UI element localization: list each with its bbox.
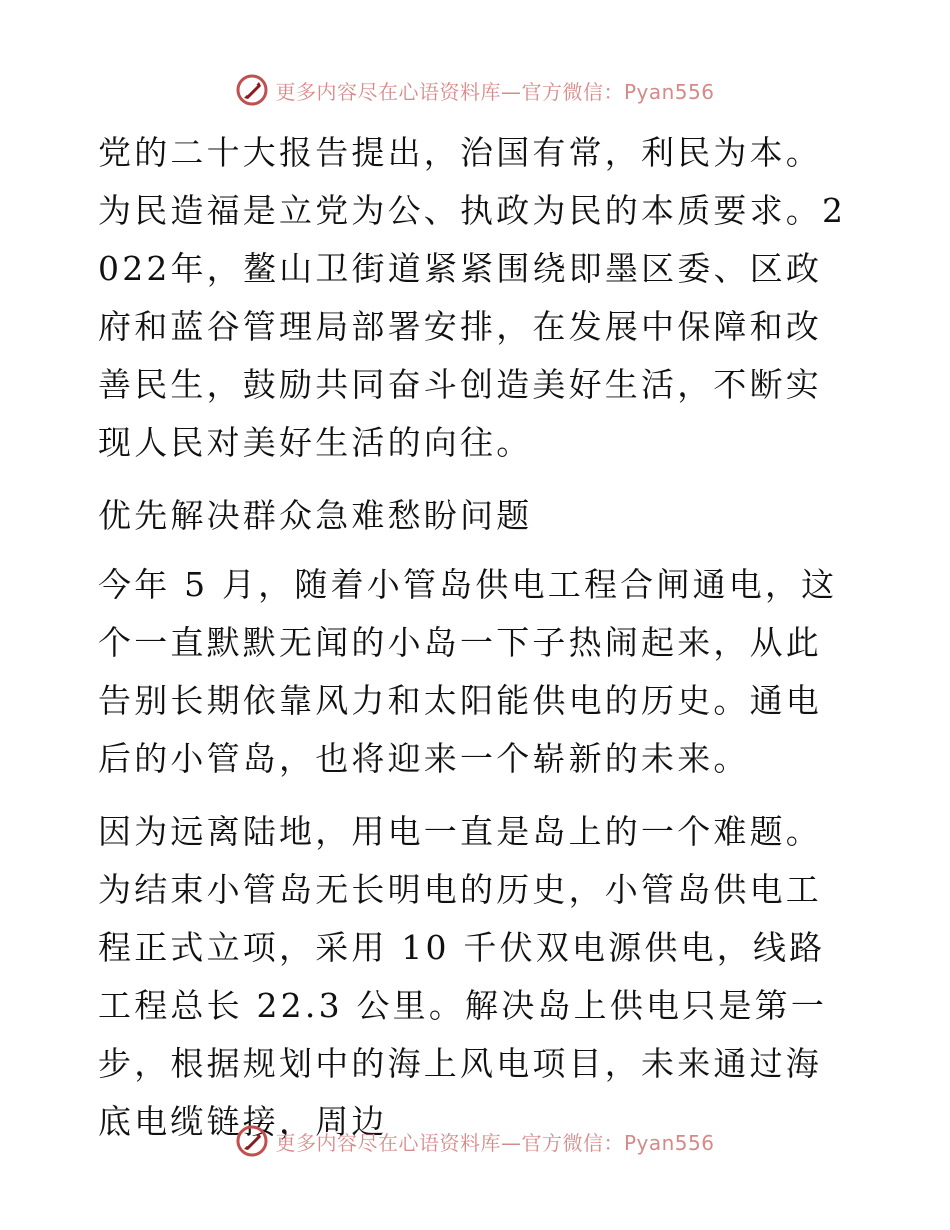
watermark-text: 更多内容尽在心语资料库—官方微信：Pyan556	[275, 1130, 715, 1155]
watermark-text: 更多内容尽在心语资料库—官方微信：Pyan556	[275, 79, 715, 104]
section-heading: 优先解决群众急难愁盼问题	[98, 496, 533, 535]
feather-logo-icon	[235, 73, 269, 107]
paragraph-intro: 党的二十大报告提出，治国有常，利民为本。为民造福是立党为公、执政为民的本质要求。2022年，鳌山卫街道紧紧围绕即墨区委、区政府和蓝谷管理局部署安排，在发展中保障和改善民生，鼓励共同奋斗创造美好生活，不断实现人民对美好生活的向往。	[98, 133, 847, 462]
footer-watermark	[0, 1121, 950, 1161]
feather-logo-icon	[235, 1124, 269, 1158]
paragraph-power-details: 因为远离陆地，用电一直是岛上的一个难题。为结束小管岛无长明电的历史，小管岛供电工程正式立项，采用 10 千伏双电源供电，线路工程总长 22.3 公里。解决岛上供电只是第一步，根据规划中的海上风电项目，未来通过海底电缆链接，周边	[98, 812, 828, 1141]
header-watermark	[0, 70, 950, 110]
paragraph-power-project: 今年 5 月，随着小管岛供电工程合闸通电，这个一直默默无闻的小岛一下子热闹起来，从此告别长期依靠风力和太阳能供电的历史。通电后的小管岛，也将迎来一个崭新的未来。	[98, 565, 838, 778]
